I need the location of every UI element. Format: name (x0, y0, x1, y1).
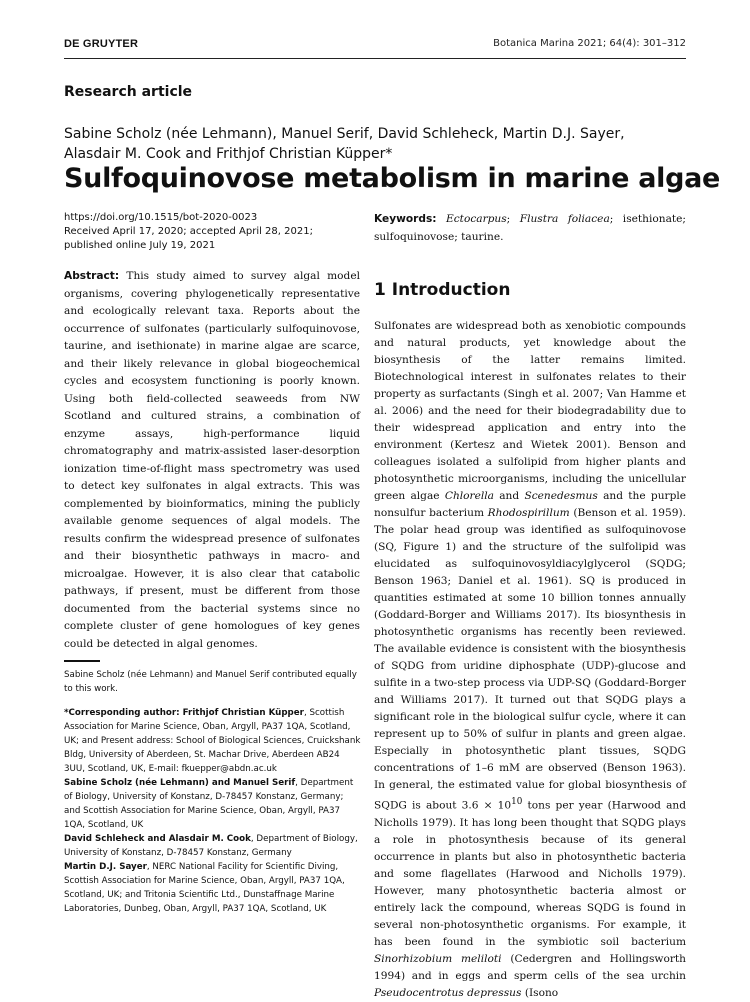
affiliation-2-names: David Schleheck and Alasdair M. Cook (64, 834, 251, 844)
published-date: published online July 19, 2021 (64, 240, 216, 251)
publisher-name: DE GRUYTER (64, 38, 139, 50)
affiliation-3 (64, 860, 362, 916)
species-pseudocentrotus: Pseudocentrotus depressus (374, 986, 522, 999)
affiliation-2-text: , Department of Biology, University of Konstanz, D-78457 Konstanz, Germany (64, 834, 358, 858)
keywords-label: Keywords: (374, 213, 437, 225)
affiliation-2 (64, 832, 362, 860)
keyword-ectocarpus: Ectocarpus (446, 213, 507, 225)
intro-part-4: (Cedergren and Hollingsworth 1994) and in eggs and sperm cells of the sea urchin (374, 952, 686, 982)
abstract (64, 268, 360, 653)
affiliation-1-names: Sabine Scholz (née Lehmann) and Manuel Serif (64, 778, 296, 788)
abstract-text: This study aimed to survey algal model organisms, covering phylogenetically representative and ecologically relevant taxa. Reports about the occurrence of sulfonates (particularly sulfoquinovose, taurine, and isethionate) in marine algae are scarce, and their likely relevance in global biogeochemical cycles and ecosystem functioning is poorly known. Using both field-collected seaweeds from NW Scotland and cultured strains, a combination of enzyme assays, high-performance liquid chromatography and matrix-assisted laser-desorption ionization time-of-flight mass spectrometry was used to detect key sulfonates in algal extracts. This was complemented by bioinformatics, mining the publicly available genome sequences of algal models. The results confirm the widespread presence of sulfonates and their biosynthetic pathways in macro- and microalgae. However, it is also clear that catabolic pathways, if present, must be different from those documented from the bacterial systems since no complete cluster of gene homologues of key genes could be detected in algal genomes. (64, 270, 360, 650)
header-rule (64, 58, 686, 59)
abstract-label: Abstract: (64, 270, 120, 282)
article-title: Sulfoquinovose metabolism in marine algae (64, 163, 721, 194)
equal-contribution-note: Sabine Scholz (née Lehmann) and Manuel Serif contributed equally to this work. (64, 670, 357, 694)
author-list (64, 124, 684, 164)
section-heading-introduction: 1 Introduction (374, 280, 511, 300)
intro-conj-1: and (493, 490, 525, 502)
affiliation-1-text: , Department of Biology, University of Konstanz, D-78457 Konstanz, Germany; and Scottish Association for Marine Science, Oban, Argyll, PA37 1QA, Scotland, UK (64, 778, 354, 830)
intro-part-2: (Benson et al. 1959). The polar head group was identified as sulfoquinovose (SQ, Figure 1) and the structure of the sulfolipid was elucidated as sulfoquinovosyldiacylglycerol (SQDG; Benson 1963; Daniel et al. 1961). SQ is produced in quantities estimated at some 10 billion tonnes annually (Goddard-Borger and Williams 2017). Its biosynthesis in photosynthetic organisms has recently been reviewed. The available evidence is consistent with the biosynthesis of SQDG from uridine diphosphate (UDP)-glucose and sulfite in a two-step process via UDP-SQ (Goddard-Borger and Williams 2017). It turned out that SQDG plays a significant role in the biological sulfur cycle, where it can represent up to 50% of sulfur in plants and green algae. Especially in photosynthetic plant tissues, SQDG concentrations of 1–6 mM are observed (Benson 1963). In general, the estimated value for global biosynthesis of SQDG is about 3.6 × 10 (374, 507, 686, 812)
footnote-rule (64, 660, 100, 662)
running-header (64, 38, 686, 56)
received-dates: Received April 17, 2020; accepted April 28, 2021; (64, 226, 313, 237)
keywords-rest: ; isethionate; sulfoquinovose; taurine. (374, 213, 686, 243)
species-sinorhizobium: Sinorhizobium meliloti (374, 952, 502, 965)
intro-part-3: tons per year (Harwood and Nicholls 1979). It has long been thought that SQDG plays a role in photosynthesis because of its general occurrence in plants but also in photosynthetic bacteria and some flagellates (Harwood and Nicholls 1979). However, many photosynthetic bacteria almost or entirely lack the compound, whereas SQDG is found in several non-photosynthetic organisms. For example, it has been found in the symbiotic soil bacterium (374, 799, 686, 948)
journal-citation: Botanica Marina 2021; 64(4): 301–312 (493, 38, 686, 49)
intro-part-5: (Isono (521, 986, 559, 999)
species-rhodospirillum: Rhodospirillum (487, 507, 570, 519)
corresponding-author-text: , Scottish Association for Marine Science, Oban, Argyll, PA37 1QA, Scotland, UK; and Present address: School of Biological Sciences, Cruickshank Bldg, University of Aberdeen, St. Machar Drive, Aberdeen AB24 3UU, Scotland, UK, E-mail: fkuepper@abdn.ac.uk (64, 708, 361, 774)
authors-line-1: Sabine Scholz (née Lehmann), Manuel Serif, David Schleheck, Martin D.J. Sayer, (64, 126, 625, 142)
keyword-separator: ; (506, 213, 511, 225)
article-meta (64, 211, 354, 253)
affiliation-3-text: , NERC National Facility for Scientific Diving, Scottish Association for Marine Science, Oban, Argyll, PA37 1QA, Scotland, UK; and Tritonia Scientific Ltd., Dunstaffnage Marine Laboratories, Dunbeg, Oban, Argyll, PA37 1QA, Scotland, UK (64, 862, 345, 914)
affiliation-1 (64, 776, 362, 832)
article-type: Research article (64, 84, 193, 100)
keywords (374, 211, 686, 246)
corresponding-author-label: *Corresponding author: Frithjof Christian Küpper (64, 708, 304, 718)
introduction-text (374, 318, 686, 1002)
intro-part-1: Sulfonates are widespread both as xenobiotic compounds and natural products, yet knowledge about the biosynthesis of the latter remains limited. Biotechnological interest in sulfonates relates to their property as surfactants (Singh et al. 2007; Van Hamme et al. 2006) and the need for their biodegradability due to their widespread application and entry into the environment (Kertesz and Wietek 2001). Benson and colleagues isolated a sulfolipid from higher plants and photosynthetic microorganisms, including the unicellular green algae (374, 320, 686, 502)
doi-link[interactable]: https://doi.org/10.1515/bot-2020-0023 (64, 212, 258, 223)
exponent: 10 (511, 797, 523, 807)
species-scenedesmus: Scenedesmus (524, 490, 598, 502)
affiliation-3-names: Martin D.J. Sayer (64, 862, 147, 872)
intro-conj-2: and the purple nonsulfur bacterium (374, 490, 687, 519)
authors-line-2: Alasdair M. Cook and Frithjof Christian Küpper* (64, 146, 393, 162)
keyword-flustra: Flustra foliacea (519, 213, 610, 225)
corresponding-author (64, 706, 362, 776)
footnotes (64, 668, 362, 916)
species-chlorella: Chlorella (444, 490, 494, 502)
